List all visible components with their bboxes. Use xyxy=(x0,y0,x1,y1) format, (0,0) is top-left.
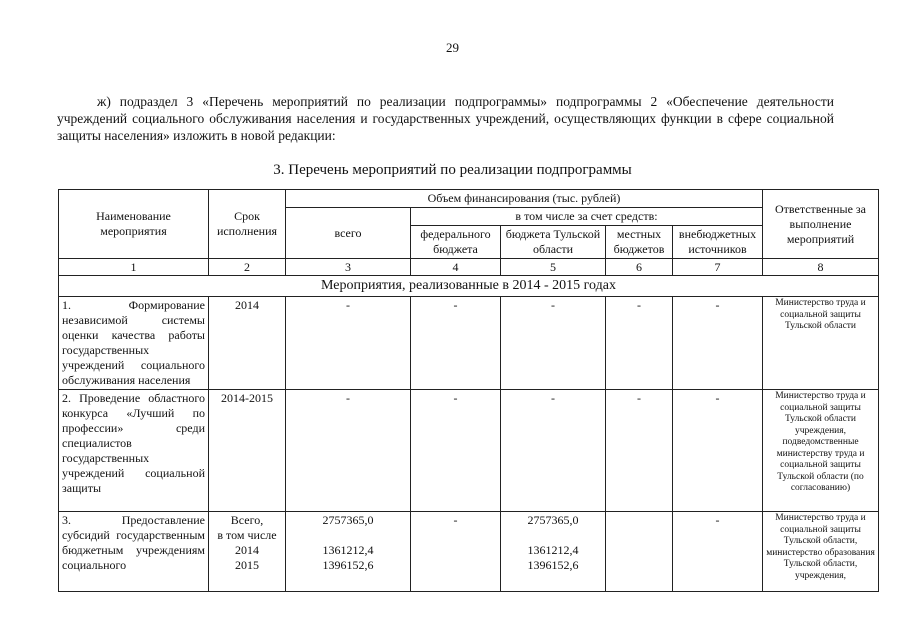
column-number: 5 xyxy=(501,259,606,276)
measure-federal: - xyxy=(411,512,501,592)
column-number: 6 xyxy=(606,259,673,276)
measure-regional: - xyxy=(501,390,606,512)
column-number: 4 xyxy=(411,259,501,276)
measure-regional xyxy=(501,512,606,592)
column-number: 3 xyxy=(286,259,411,276)
table-row xyxy=(59,297,879,390)
total-line: 1361212,4 xyxy=(322,543,374,557)
header-including: в том числе за счет средств: xyxy=(411,208,763,226)
term-line: 2014 xyxy=(235,543,259,557)
page-number: 29 xyxy=(446,40,459,55)
header-responsible: Ответственные за выполнение мероприятий xyxy=(763,190,879,259)
measure-extrabudget: - xyxy=(673,390,763,512)
column-number: 8 xyxy=(763,259,879,276)
regional-line: 1361212,4 xyxy=(527,543,579,557)
term-line: в том числе xyxy=(217,528,277,542)
header-federal: федерального бюджета xyxy=(411,226,501,259)
measure-term xyxy=(209,512,286,592)
measure-total: - xyxy=(286,390,411,512)
intro-text: ж) подраздел 3 «Перечень мероприятий по реализации подпрограммы» подпрограммы 2 «Обеспечение деятельности учреждений социального обслуживания населения и государственных учреждений, осуществляющих функции в сфере социальной защиты населения» изложить в новой редакции: xyxy=(57,94,834,143)
measure-federal: - xyxy=(411,390,501,512)
section-title: Мероприятия, реализованные в 2014 - 2015 годах xyxy=(59,276,879,297)
measure-local: - xyxy=(606,390,673,512)
table-row xyxy=(59,512,879,592)
header-local: местных бюджетов xyxy=(606,226,673,259)
measure-extrabudget: - xyxy=(673,512,763,592)
measure-local: - xyxy=(606,297,673,390)
intro-paragraph xyxy=(57,93,834,144)
measure-federal: - xyxy=(411,297,501,390)
measure-term: 2014-2015 xyxy=(209,390,286,512)
measure-responsible: Министерство труда и социальной защиты Тульской области учреждения, подведомственные министерству труда и социальной защиты Тульской области (по согласованию) xyxy=(763,390,879,512)
term-line: 2015 xyxy=(235,558,259,572)
table-title: 3. Перечень мероприятий по реализации подпрограммы xyxy=(273,162,632,178)
measure-name: 3. Предоставление субсидий государственным бюджетным учреждениям социального xyxy=(59,512,209,592)
regional-line xyxy=(504,528,602,543)
header-total: всего xyxy=(286,208,411,259)
total-line: 2757365,0 xyxy=(322,513,374,527)
header-term: Срок исполнения xyxy=(209,190,286,259)
measure-total: - xyxy=(286,297,411,390)
measures-table xyxy=(58,189,879,592)
measure-name: 1. Формирование независимой системы оценки качества работы государственных учреждений социального обслуживания населения xyxy=(59,297,209,390)
regional-line: 1396152,6 xyxy=(527,558,579,572)
header-extrabudget: внебюджетных источников xyxy=(673,226,763,259)
measure-local xyxy=(606,512,673,592)
measure-responsible: Министерство труда и социальной защиты Тульской области, министерство образования Тульской области, учреждения, xyxy=(763,512,879,592)
total-line xyxy=(289,528,407,543)
table-row xyxy=(59,390,879,512)
header-regional: бюджета Тульской области xyxy=(501,226,606,259)
measure-extrabudget: - xyxy=(673,297,763,390)
column-number: 2 xyxy=(209,259,286,276)
term-line: Всего, xyxy=(230,513,264,527)
regional-line: 2757365,0 xyxy=(527,513,579,527)
measure-total xyxy=(286,512,411,592)
total-line: 1396152,6 xyxy=(322,558,374,572)
header-funding: Объем финансирования (тыс. рублей) xyxy=(286,190,763,208)
measure-name: 2. Проведение областного конкурса «Лучший по профессии» среди специалистов государственных учреждений социальной защиты xyxy=(59,390,209,512)
measure-term: 2014 xyxy=(209,297,286,390)
measure-regional: - xyxy=(501,297,606,390)
measure-responsible: Министерство труда и социальной защиты Тульской области xyxy=(763,297,879,390)
header-name: Наименование мероприятия xyxy=(59,190,209,259)
column-number: 1 xyxy=(59,259,209,276)
column-number: 7 xyxy=(673,259,763,276)
